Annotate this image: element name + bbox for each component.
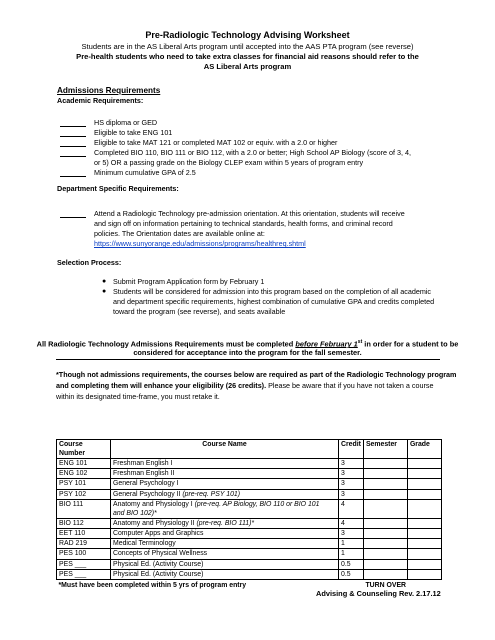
- subtitle-line-1: Students are in the AS Liberal Arts program until accepted into the AAS PTA program (see reverse): [81, 42, 414, 51]
- course-credit: 1: [339, 549, 364, 559]
- course-name-text: Anatomy and Physiology I: [113, 500, 195, 508]
- course-name: Physical Ed. (Activity Course): [111, 569, 339, 579]
- course-name: Computer Apps and Graphics: [111, 528, 339, 538]
- course-name: [111, 518, 339, 528]
- deadline-notice-line2: considered for acceptance into the program for the fall semester.: [133, 348, 362, 357]
- dept-heading: Department Specific Requirements:: [57, 184, 179, 193]
- selection-item-continued: toward the program (see reverse), and seats available: [113, 307, 286, 316]
- selection-heading: Selection Process:: [57, 258, 122, 267]
- semester-cell[interactable]: [363, 479, 407, 489]
- grade-cell[interactable]: [407, 479, 441, 489]
- note-line-3: within its designated time-frame, you must retake it.: [56, 392, 220, 401]
- course-credit: 4: [339, 499, 364, 518]
- course-number: PSY 102: [57, 489, 111, 499]
- dept-text-2: and sign off on information pertaining to technical standards, health forms, and criminal record: [94, 219, 393, 228]
- semester-cell[interactable]: [363, 489, 407, 499]
- table-row: [57, 499, 442, 518]
- table-header-row: [57, 440, 442, 459]
- dept-text-3: policies. The Orientation dates are available online at:: [94, 229, 265, 238]
- checkbox-line[interactable]: [60, 126, 86, 127]
- table-row: [57, 518, 442, 528]
- footer-revision: Advising & Counseling Rev. 2.17.12: [316, 589, 441, 598]
- academic-item-continued: or 5) OR a passing grade on the Biology CLEP exam within 5 years of program entry: [94, 158, 364, 167]
- course-name: Freshman English II: [111, 469, 339, 479]
- academic-item: HS diploma or GED: [94, 118, 158, 127]
- col-header: Credit: [339, 440, 364, 459]
- course-number: ENG 101: [57, 459, 111, 469]
- grade-cell[interactable]: [407, 469, 441, 479]
- course-number: PES 100: [57, 549, 111, 559]
- dept-text-1: Attend a Radiologic Technology pre-admission orientation. At this orientation, students will receive: [94, 209, 405, 218]
- grade-cell[interactable]: [407, 539, 441, 549]
- course-name: [111, 489, 339, 499]
- course-credit: 3: [339, 528, 364, 538]
- notice-sup: st: [357, 339, 363, 345]
- course-credit: 1: [339, 539, 364, 549]
- table-row: [57, 459, 442, 469]
- course-number: BIO 111: [57, 499, 111, 518]
- admissions-heading: Admissions Requirements: [57, 86, 161, 95]
- table-row: [57, 549, 442, 559]
- table-row: [57, 569, 442, 579]
- orientation-link[interactable]: https://www.sunyorange.edu/admissions/programs/healthreq.shtml: [94, 239, 306, 248]
- course-credit: 0.5: [339, 569, 364, 579]
- course-table: [56, 439, 442, 590]
- notice-text-b: in order for a student to be: [362, 339, 459, 349]
- academic-heading: Academic Requirements:: [57, 96, 144, 105]
- semester-cell[interactable]: [363, 499, 407, 518]
- selection-item-text: Students will be considered for admission into this program based on the completion of all academic: [113, 287, 432, 296]
- course-credit: 4: [339, 518, 364, 528]
- course-name: [111, 499, 339, 518]
- grade-cell[interactable]: [407, 569, 441, 579]
- course-name-text: Anatomy and Physiology II: [113, 519, 197, 527]
- selection-item: [102, 287, 443, 297]
- checkbox-line[interactable]: [60, 217, 86, 218]
- course-name: Physical Ed. (Activity Course): [111, 559, 339, 569]
- course-credit: 3: [339, 479, 364, 489]
- col-header: Course Number: [57, 440, 111, 459]
- note-line-1: *Though not admissions requirements, the courses below are required as part of the Radiologic Technology program: [56, 370, 457, 379]
- note-bold: and completing them will enhance your eligibility (26 credits).: [56, 381, 267, 390]
- divider: [56, 359, 440, 360]
- subtitle-line-3: AS Liberal Arts program: [203, 62, 292, 71]
- academic-item: Minimum cumulative GPA of 2.5: [94, 168, 196, 177]
- semester-cell[interactable]: [363, 518, 407, 528]
- table-row: [57, 559, 442, 569]
- dept-link-wrap: [94, 239, 434, 249]
- grade-cell[interactable]: [407, 518, 441, 528]
- page-title: Pre-Radiologic Technology Advising Worksheet: [145, 30, 350, 40]
- semester-cell[interactable]: [363, 569, 407, 579]
- semester-cell[interactable]: [363, 559, 407, 569]
- col-header: Grade: [407, 440, 441, 459]
- course-number: PSY 101: [57, 479, 111, 489]
- course-name: Concepts of Physical Wellness: [111, 549, 339, 559]
- selection-item-text: Submit Program Application form by February 1: [113, 277, 265, 286]
- grade-cell[interactable]: [407, 459, 441, 469]
- course-name: Medical Terminology: [111, 539, 339, 549]
- academic-item: Eligible to take MAT 121 or completed MAT 102 or equiv. with a 2.0 or higher: [94, 138, 338, 147]
- semester-cell[interactable]: [363, 459, 407, 469]
- table-row: [57, 489, 442, 499]
- subtitle-line-2: Pre-health students who need to take extra classes for financial aid reasons should refer to the: [76, 52, 419, 61]
- checkbox-line[interactable]: [60, 146, 86, 147]
- selection-item: [102, 277, 443, 287]
- col-header: Course Name: [111, 440, 339, 459]
- course-number: ENG 102: [57, 469, 111, 479]
- table-row: [57, 539, 442, 549]
- semester-cell[interactable]: [363, 528, 407, 538]
- course-credit: 0.5: [339, 559, 364, 569]
- course-number: PES ___: [57, 569, 111, 579]
- course-credit: 3: [339, 469, 364, 479]
- note-plain: Please be aware that if you have not taken a course: [266, 381, 434, 390]
- course-credit: 3: [339, 459, 364, 469]
- course-number: PES ___: [57, 559, 111, 569]
- course-number: RAD 219: [57, 539, 111, 549]
- turn-over-label: TURN OVER: [365, 581, 407, 589]
- grade-cell[interactable]: [407, 528, 441, 538]
- notice-deadline: before February 1: [295, 339, 358, 349]
- grade-cell[interactable]: [407, 559, 441, 569]
- semester-cell[interactable]: [363, 539, 407, 549]
- grade-cell[interactable]: [407, 489, 441, 499]
- course-name-text: General Psychology II: [113, 490, 183, 498]
- academic-item: Eligible to take ENG 101: [94, 128, 173, 137]
- table-row: [57, 469, 442, 479]
- course-credit: 3: [339, 489, 364, 499]
- semester-cell[interactable]: [363, 549, 407, 559]
- checkbox-line[interactable]: [60, 156, 86, 157]
- notice-text-a: All Radiologic Technology Admissions Requirements must be completed: [36, 339, 296, 349]
- course-number: BIO 112: [57, 518, 111, 528]
- academic-item: Completed BIO 110, BIO 111 or BIO 112, with a 2.0 or better; High School AP Biology (score of 3, 4,: [94, 148, 411, 157]
- course-name: Freshman English I: [111, 459, 339, 469]
- grade-cell[interactable]: [407, 499, 441, 518]
- bullet-icon: ●: [102, 278, 107, 285]
- table-footnote: *Must have been completed within 5 yrs of program entry: [58, 581, 247, 589]
- checkbox-line[interactable]: [60, 176, 86, 177]
- table-row: [57, 479, 442, 489]
- col-header: Semester: [363, 440, 407, 459]
- course-prereq: (pre-req. BIO 111)*: [196, 519, 255, 527]
- course-name: General Psychology I: [111, 479, 339, 489]
- course-prereq-cont: and BIO 102)*: [113, 509, 157, 517]
- course-prereq: (pre-req. AP Biology, BIO 110 or BIO 101: [194, 500, 320, 508]
- note-line-2: [56, 381, 434, 391]
- checkbox-line[interactable]: [60, 136, 86, 137]
- course-number: EET 110: [57, 528, 111, 538]
- semester-cell[interactable]: [363, 469, 407, 479]
- grade-cell[interactable]: [407, 549, 441, 559]
- selection-item-continued: and department specific requirements, highest combination of cumulative GPA and credits completed: [113, 297, 435, 306]
- bullet-icon: ●: [102, 288, 107, 295]
- table-row: [57, 528, 442, 538]
- course-prereq: (pre-req. PSY 101): [182, 490, 241, 498]
